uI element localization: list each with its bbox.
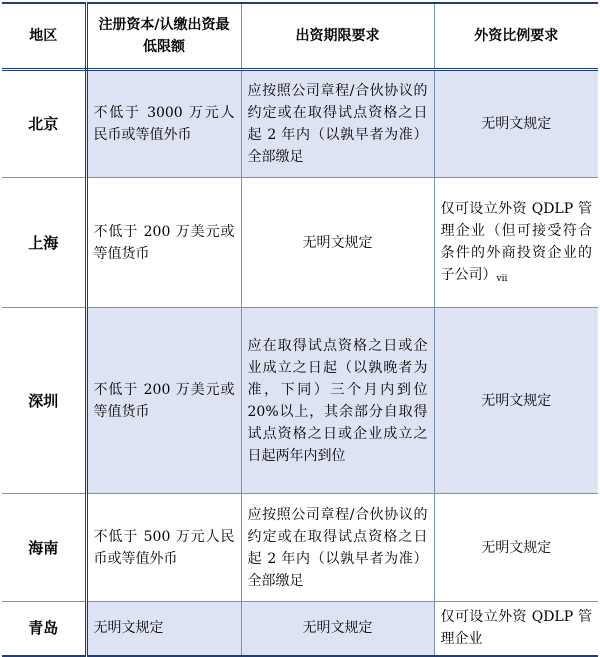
capital-cell: 不低于 3000 万元人民币或等值外币 [86, 70, 241, 178]
ratio-cell: 无明文规定 [434, 308, 598, 494]
table-row-shenzhen [2, 308, 598, 494]
ratio-text: 仅可设立外资 QDLP 管理企业（但可接受符合条件的外商投资企业的子公司） [440, 200, 592, 283]
deadline-cell: 无明文规定 [241, 602, 434, 656]
table-row-shanghai [2, 178, 598, 308]
header-capital: 注册资本/认缴出资最低限额 [86, 3, 241, 70]
region-cell: 海南 [2, 494, 86, 602]
header-deadline: 出资期限要求 [241, 3, 434, 70]
deadline-cell: 应按照公司章程/合伙协议的约定或在取得试点资格之日起 2 年内（以孰早者为准）全部缴足 [241, 70, 434, 178]
capital-cell: 不低于 500 万元人民币或等值外币 [86, 494, 241, 602]
table-row-beijing [2, 70, 598, 178]
footnote-marker: vii [496, 273, 508, 284]
capital-cell: 不低于 200 万美元或等值货币 [86, 178, 241, 308]
ratio-cell: 无明文规定 [434, 70, 598, 178]
qdlp-requirements-table [2, 2, 598, 657]
deadline-cell: 无明文规定 [241, 178, 434, 308]
deadline-cell: 应按照公司章程/合伙协议的约定或在取得试点资格之日起 2 年内（以孰早者为准）全部缴足 [241, 494, 434, 602]
capital-cell: 无明文规定 [86, 602, 241, 656]
qdlp-requirements-table-container [2, 2, 598, 649]
table-row-qingdao [2, 602, 598, 656]
region-cell: 深圳 [2, 308, 86, 494]
ratio-cell [434, 178, 598, 308]
table-row-hainan [2, 494, 598, 602]
header-ratio: 外资比例要求 [434, 3, 598, 70]
header-region: 地区 [2, 3, 86, 70]
capital-cell: 不低于 200 万美元或等值货币 [86, 308, 241, 494]
ratio-cell: 无明文规定 [434, 494, 598, 602]
region-cell: 上海 [2, 178, 86, 308]
table-header-row [2, 3, 598, 70]
region-cell: 青岛 [2, 602, 86, 656]
region-cell: 北京 [2, 70, 86, 178]
ratio-cell: 仅可设立外资 QDLP 管理企业 [434, 602, 598, 656]
deadline-cell: 应在取得试点资格之日或企业成立之日起（以孰晚者为准，下同）三个月内到位 20%以上，其余部分自取得试点资格之日或企业成立之日起两年内到位 [241, 308, 434, 494]
